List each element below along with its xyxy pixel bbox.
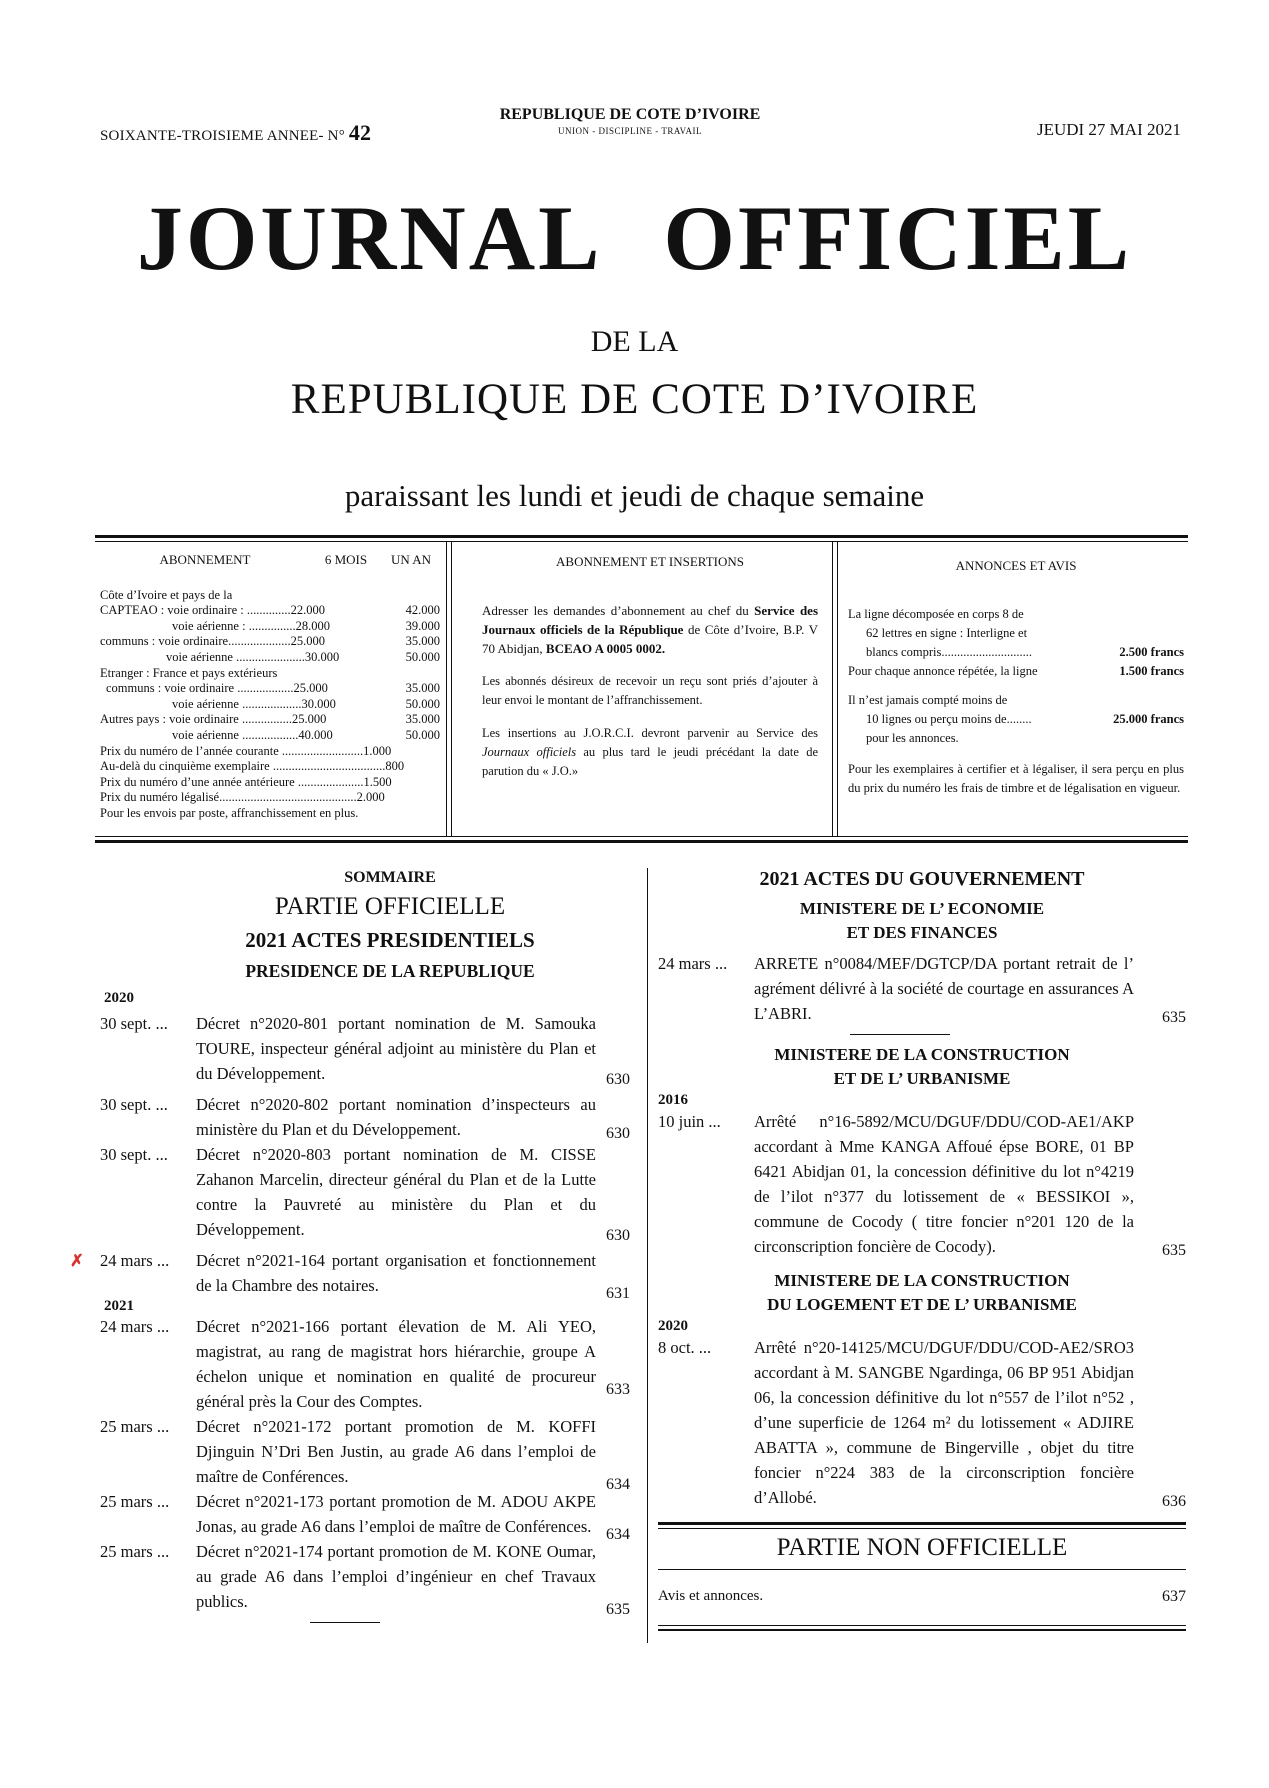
entry-text: Arrêté n°20-14125/MCU/DGUF/DDU/COD-AE2/SRO3 accordant à M. SANGBE Ngardinga, 06 BP 951 Abidjan 06, la concession définitive du lot n°557 de l’ilot n°52 , d’une superficie de 1264 m² du lotissement « ADJIRE ABATTA », commune de Bingerville , objet du titre foncier n°224 383 de la circonscription foncière d’Allobé. bbox=[754, 1338, 1134, 1507]
subscription-header: ABONNEMENT bbox=[159, 552, 251, 567]
toc-entry[interactable] bbox=[100, 1142, 630, 1242]
price-row-label: communs : voie ordinaire....................25.000 bbox=[100, 634, 325, 649]
insertions-column bbox=[482, 552, 818, 795]
toc-entry[interactable] bbox=[658, 1584, 1186, 1609]
year-2020: 2020 bbox=[104, 990, 134, 1006]
toc-entry[interactable] bbox=[100, 1489, 630, 1543]
title-republic: REPUBLIQUE DE COTE D’IVOIRE bbox=[290, 376, 979, 423]
actes-presidentiels-heading: 2021 ACTES PRESIDENTIELS bbox=[245, 928, 535, 952]
bottom-rule bbox=[658, 1629, 1186, 1631]
annonces-text: 10 lignes ou perçu moins de........ bbox=[866, 712, 1032, 726]
price-row-value: 39.000 bbox=[405, 618, 440, 633]
separator-rule bbox=[850, 1034, 950, 1035]
bank-account: BCEAO A 0005 0002. bbox=[545, 641, 666, 656]
price-row-value: 35.000 bbox=[405, 681, 440, 696]
entry-text: Décret n°2021-174 portant promotion de M. KONE Oumar, au grade A6 dans l’emploi d’ingénieur en chef Travaux publics. bbox=[196, 1542, 596, 1611]
insertions-text: Adresser les demandes d’abonnement au chef du bbox=[482, 603, 749, 618]
toc-entry[interactable] bbox=[100, 1011, 630, 1086]
price-row-label: voie aérienne ..................40.000 bbox=[172, 727, 333, 742]
one-year-header: UN AN bbox=[390, 552, 432, 567]
annonces-text: blancs compris............................. bbox=[866, 645, 1032, 659]
annonces-text: Pour chaque annonce répétée, la ligne bbox=[848, 664, 1038, 678]
year-2021: 2021 bbox=[104, 1298, 134, 1314]
ministry-heading: DU LOGEMENT ET DE L’ URBANISME bbox=[767, 1295, 1077, 1314]
ministry-heading: MINISTERE DE L’ ECONOMIE bbox=[799, 899, 1045, 918]
journaux-italic: Journaux officiels bbox=[482, 745, 577, 759]
line-price: 2.500 francs bbox=[1119, 645, 1184, 659]
postage-note: Pour les envois par poste, affranchissement en plus. bbox=[100, 805, 359, 820]
price-row-value: 35.000 bbox=[405, 634, 440, 649]
insertions-header: ABONNEMENT ET INSERTIONS bbox=[556, 554, 744, 569]
partie-non-officielle-heading: PARTIE NON OFFICIELLE bbox=[776, 1534, 1068, 1561]
publication-schedule: paraissant les lundi et jeudi de chaque semaine bbox=[344, 478, 925, 513]
issue-date: JEUDI 27 MAI 2021 bbox=[1036, 120, 1181, 139]
column-divider bbox=[647, 868, 648, 1643]
region-label: Côte d’Ivoire et pays de la bbox=[100, 587, 233, 602]
receipt-note: Les abonnés désireux de recevoir un reçu sont priés d’ajouter à leur envoi le montant de l’affranchissement. bbox=[482, 674, 818, 707]
toc-entry[interactable] bbox=[70, 1248, 630, 1302]
service-name: Service des Journaux officiels de la République bbox=[482, 603, 818, 637]
presidence-heading: PRESIDENCE DE LA REPUBLIQUE bbox=[245, 961, 535, 981]
thin-rule bbox=[658, 1569, 1186, 1570]
entry-date: 25 mars ... bbox=[100, 1542, 170, 1561]
subscription-table bbox=[100, 552, 440, 822]
sommaire-heading: SOMMAIRE bbox=[344, 869, 436, 886]
price-row-value: 50.000 bbox=[405, 727, 440, 742]
region-label: Etranger : France et pays extérieurs bbox=[100, 665, 278, 680]
entry-date: 25 mars ... bbox=[100, 1417, 170, 1436]
entry-text: Arrêté n°16-5892/MCU/DGUF/DDU/COD-AE1/AKP accordant à Mme KANGA Affoué épse BORE, 01 BP 6421 Abidjan 01, la concession définitive du lot n°4219 de l’ilot n°377 du lotissement de « BESSIKOI », commune de Cocody ( titre foncier n°201 120 de la circonscription foncière de Cocody). bbox=[754, 1112, 1134, 1256]
non-officielle-rule bbox=[658, 1522, 1186, 1529]
year-2016: 2016 bbox=[658, 1092, 688, 1108]
annonces-text: 62 lettres en signe : Interligne et bbox=[866, 626, 1028, 640]
entry-text: Décret n°2020-801 portant nomination de M. Samouka TOURE, inspecteur général adjoint au ministère du Plan et du Développement. bbox=[196, 1014, 596, 1083]
toc-entry[interactable] bbox=[658, 951, 1186, 1026]
entry-date: 25 mars ... bbox=[100, 1492, 170, 1511]
page-number: 633 bbox=[606, 1381, 630, 1398]
actes-gouvernement-heading: 2021 ACTES DU GOUVERNEMENT bbox=[759, 868, 1085, 890]
entry-date: 24 mars ... bbox=[100, 1317, 170, 1336]
page-number: 630 bbox=[606, 1071, 630, 1088]
price-row-label: CAPTEAO : voie ordinaire : ..............22.000 bbox=[100, 603, 325, 618]
bottom-rule bbox=[95, 840, 1188, 843]
page-number: 635 bbox=[1162, 1242, 1186, 1259]
insertions-text: au plus tard le jeudi précédant la date de parution du « J.O.» bbox=[482, 745, 818, 778]
minimum-price: 25.000 francs bbox=[1113, 712, 1184, 726]
top-rule-thin bbox=[95, 541, 1188, 542]
ministry-heading: ET DES FINANCES bbox=[846, 923, 998, 942]
entry-text: Avis et annonces. bbox=[658, 1588, 764, 1604]
price-line: Prix du numéro légalisé............................................2.000 bbox=[100, 790, 385, 805]
six-months-header: 6 MOIS bbox=[324, 552, 368, 567]
repeat-price: 1.500 francs bbox=[1119, 664, 1184, 678]
partie-officielle-heading: PARTIE OFFICIELLE bbox=[274, 893, 506, 920]
page-number: 634 bbox=[606, 1526, 630, 1543]
price-line: Prix du numéro d’une année antérieure .....................1.500 bbox=[100, 774, 392, 789]
red-cross-mark: ✗ bbox=[70, 1251, 84, 1270]
bottom-rule-thin bbox=[95, 836, 1188, 837]
price-row-value: 50.000 bbox=[405, 649, 440, 664]
page-number: 630 bbox=[606, 1125, 630, 1142]
divider-2a bbox=[832, 542, 833, 836]
price-row-label: communs : voie ordinaire ..................25.000 bbox=[106, 681, 328, 696]
title-de-la: DE LA bbox=[590, 325, 679, 358]
page-number: 634 bbox=[606, 1476, 630, 1493]
price-row-value: 50.000 bbox=[405, 696, 440, 711]
right-summary bbox=[658, 865, 1186, 1631]
ministry-heading: MINISTERE DE LA CONSTRUCTION bbox=[774, 1045, 1070, 1064]
toc-entry[interactable] bbox=[658, 1335, 1186, 1510]
year-label: SOIXANTE-TROISIEME ANNEE- N° bbox=[100, 128, 345, 144]
republic-header bbox=[440, 106, 820, 136]
entry-text: Décret n°2020-803 portant nomination de M. CISSE Zahanon Marcelin, directeur général du Plan et de la Lutte contre la Pauvreté au ministère du Plan et du Développement. bbox=[196, 1145, 596, 1239]
page-number: 631 bbox=[606, 1285, 630, 1302]
toc-entry[interactable] bbox=[100, 1414, 630, 1493]
page-number: 630 bbox=[606, 1227, 630, 1244]
toc-entry[interactable] bbox=[100, 1314, 630, 1414]
insertions-text: de Côte d’Ivoire, B.P. V 70 Abidjan, bbox=[482, 622, 818, 656]
price-row-label: voie aérienne : ...............28.000 bbox=[172, 618, 330, 633]
year-2020: 2020 bbox=[658, 1318, 688, 1334]
annonces-column bbox=[848, 552, 1184, 798]
entry-text: Décret n°2020-802 portant nomination d’inspecteurs au ministère du Plan et du Développement. bbox=[196, 1095, 596, 1139]
entry-text: Décret n°2021-164 portant organisation et fonctionnement de la Chambre des notaires. bbox=[196, 1251, 596, 1295]
end-rule bbox=[310, 1622, 380, 1623]
entry-date: 8 oct. ... bbox=[658, 1338, 712, 1357]
bottom-rule-thin bbox=[658, 1625, 1186, 1626]
price-row-value: 35.000 bbox=[405, 712, 440, 727]
entry-text: Décret n°2021-166 portant élevation de M. Ali YEO, magistrat, au rang de magistrat hors hiérarchie, groupe A échelon unique et nomination en qualité de procureur général près la Cour des Comptes. bbox=[196, 1317, 596, 1411]
top-rule bbox=[95, 535, 1188, 538]
republic-name: REPUBLIQUE DE COTE D’IVOIRE bbox=[499, 106, 761, 123]
divider-1a bbox=[446, 542, 447, 836]
price-line: Au-delà du cinquième exemplaire ....................................800 bbox=[100, 759, 405, 774]
insertions-text: Les insertions au J.O.R.C.I. devront parvenir au Service des bbox=[482, 726, 818, 740]
annonces-header: ANNONCES ET AVIS bbox=[955, 558, 1077, 573]
entry-date: 24 mars ... bbox=[658, 954, 728, 973]
price-row-label: voie aérienne ......................30.000 bbox=[166, 649, 340, 664]
page-number: 636 bbox=[1162, 1493, 1186, 1510]
toc-entry[interactable] bbox=[658, 1109, 1186, 1259]
issue-year-label bbox=[100, 120, 371, 146]
page-number: 635 bbox=[606, 1601, 630, 1618]
annonces-text: La ligne décomposée en corps 8 de bbox=[848, 607, 1024, 621]
divider-1b bbox=[451, 542, 452, 836]
toc-entry[interactable] bbox=[100, 1092, 630, 1142]
entry-date: 30 sept. ... bbox=[100, 1095, 168, 1114]
journal-title: JOURNAL OFFICIEL bbox=[136, 187, 1133, 289]
entry-text: Décret n°2021-173 portant promotion de M. ADOU AKPE Jonas, au grade A6 dans l’emploi de maître de Conférences. bbox=[196, 1492, 596, 1536]
ministry-heading: ET DE L’ URBANISME bbox=[833, 1069, 1011, 1088]
toc-entry[interactable] bbox=[100, 1539, 630, 1618]
legalisation-note: Pour les exemplaires à certifier et à légaliser, il sera perçu en plus du prix du numéro les frais de timbre et de légalisation en vigueur. bbox=[848, 762, 1184, 795]
left-summary bbox=[70, 865, 630, 1631]
entry-date: 30 sept. ... bbox=[100, 1014, 168, 1033]
issue-number: 42 bbox=[348, 120, 372, 145]
page-number: 635 bbox=[1162, 1009, 1186, 1026]
divider-2b bbox=[837, 542, 838, 836]
entry-date: 24 mars ... bbox=[100, 1251, 170, 1270]
page-number: 637 bbox=[1162, 1588, 1186, 1605]
price-row-label: Autres pays : voie ordinaire ................25.000 bbox=[100, 712, 327, 727]
annonces-text: pour les annonces. bbox=[866, 731, 959, 745]
annonces-text: Il n’est jamais compté moins de bbox=[848, 693, 1008, 707]
entry-date: 30 sept. ... bbox=[100, 1145, 168, 1164]
entry-text: Décret n°2021-172 portant promotion de M. KOFFI Djinguin N’Dri Ben Justin, au grade A6 dans l’emploi de maître de Conférences. bbox=[196, 1417, 596, 1486]
ministry-heading: MINISTERE DE LA CONSTRUCTION bbox=[774, 1271, 1070, 1290]
price-row-value: 42.000 bbox=[405, 603, 440, 618]
national-motto: UNION - DISCIPLINE - TRAVAIL bbox=[558, 126, 702, 136]
price-row-label: voie aérienne ...................30.000 bbox=[172, 696, 336, 711]
entry-text: ARRETE n°0084/MEF/DGTCP/DA portant retrait de l’ agrément délivré à la société de courtage en assurances A L’ABRI. bbox=[754, 954, 1134, 1023]
price-line: Prix du numéro de l’année courante ..........................1.000 bbox=[100, 743, 392, 758]
entry-date: 10 juin ... bbox=[658, 1112, 721, 1131]
